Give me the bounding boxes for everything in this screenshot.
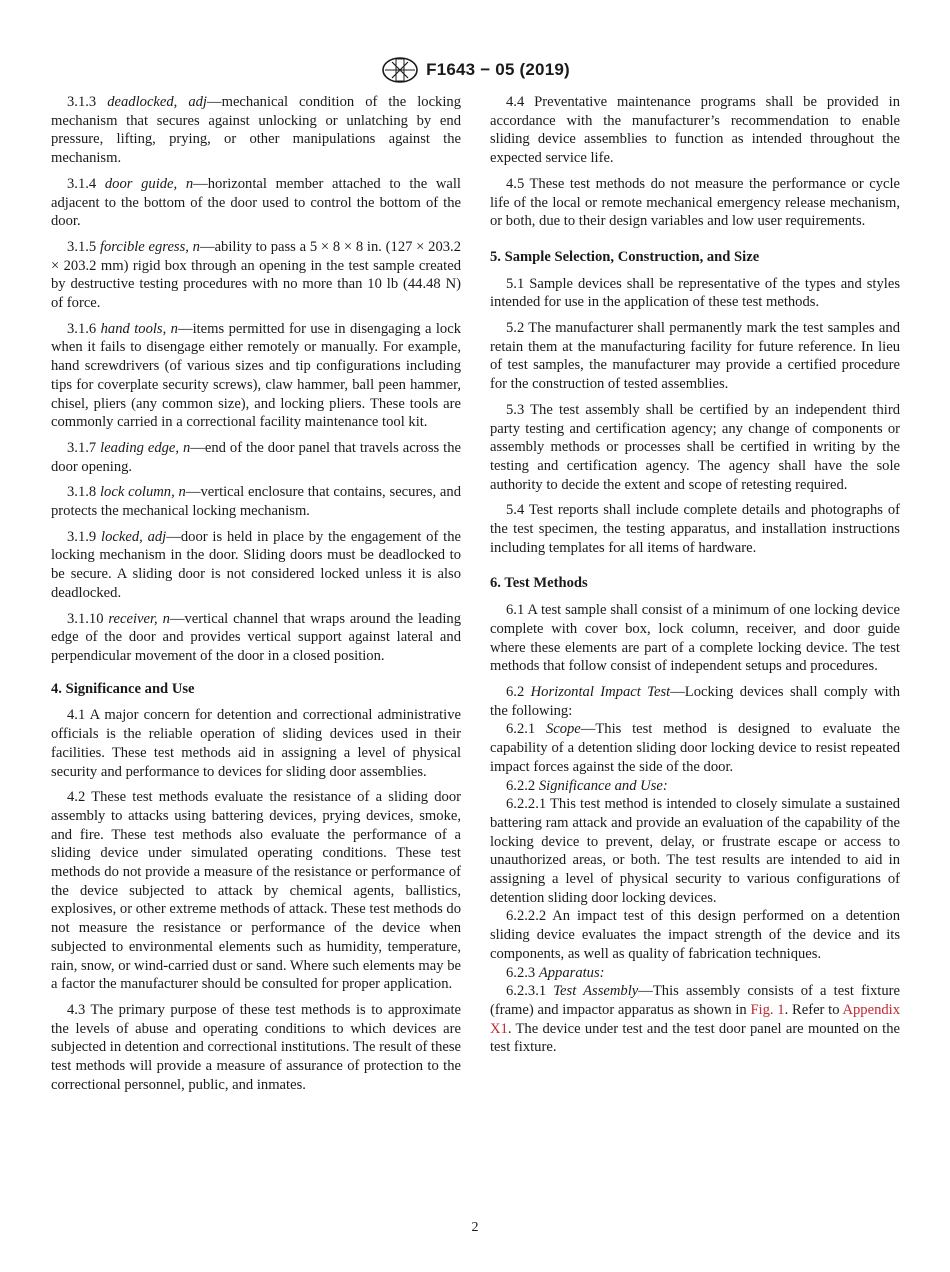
- section-heading-5: 5. Sample Selection, Construction, and Size: [490, 248, 760, 265]
- paragraph-6-2-number: 6.2: [506, 683, 525, 700]
- definition-text: —items permitted for use in disengaging a lock when it fails to disengage either remotely or manually. For example, hand screwdrivers (of various sizes and tip configurations including tips for coverplate security screws), claw hammer, ball peen hammer, chisel, pliers (any common size), and locking pliers. These tools are commonly carried in a correctional facility maintenance tool kit.: [51, 320, 461, 431]
- body-paragraph: 4.3 The primary purpose of these test methods is to approximate the levels of abuse and operating conditions to which devices are subjected in detention and correctional institutions. The result of these test methods will provide a measure of assurance of protection to the correctional personnel, public, and inmates.: [51, 1001, 461, 1093]
- section-heading: 4. Significance and Use: [51, 680, 195, 697]
- paragraph-5-2: 5.2 The manufacturer shall permanently mark the test samples and retain them at the manufacturing facility for future reference. In lieu of test samples, the manufacturer may provide a certified procedure for the construction of tested assemblies.: [490, 320, 900, 393]
- definition-number: 3.1.7: [67, 439, 97, 456]
- paragraph-6-2-1-text: —This test method is designed to evaluate the capability of a detention sliding door locking device to resist repeated impact forces against the side of the door.: [490, 721, 900, 775]
- definition-number: 3.1.3: [67, 94, 97, 110]
- definition-text: —mechanical condition of the locking mechanism that secures against unlocking or unlatching by end pressure, lifting, prying, or other manipulations against the mechanism.: [51, 94, 462, 167]
- section-heading-6: 6. Test Methods: [490, 575, 588, 592]
- definition-term: leading edge, n: [100, 439, 191, 456]
- definition-text: —end of the door panel that travels across the door opening.: [51, 439, 461, 475]
- definition-text: —vertical channel that wraps around the leading edge of the door and provides vertical support against lateral and perpendicular movement of the door in a closed position.: [51, 610, 461, 664]
- paragraph-6-2-3-1-text-b: . Refer to: [784, 1001, 843, 1018]
- definition-paragraph: [51, 175, 461, 231]
- paragraph-4-5: 4.5 These test methods do not measure the performance or cycle life of the local or remote mechanical emergency release mechanism, or both, due to their design variables and low user requirements.: [490, 175, 900, 230]
- body-paragraph: 4.1 A major concern for detention and correctional administrative officials is the reliable operation of sliding devices used in their facilities. These test methods aid in assigning a level of physical security and performance to devices for sliding door assemblies.: [51, 707, 461, 780]
- paragraph-6-2-text: —Locking devices shall comply with the following:: [490, 683, 900, 719]
- paragraph-6-2-3-1-text-c: . The device under test and the test door panel are mounted on the test fixture.: [490, 1020, 900, 1056]
- paragraph-6-2-3-1-number: 6.2.3.1: [506, 983, 547, 1000]
- definition-term: deadlocked, adj: [107, 94, 207, 110]
- left-column: [51, 93, 461, 1101]
- astm-logo-icon: [380, 56, 420, 84]
- paragraph-4-4: 4.4 Preventative maintenance programs shall be provided in accordance with the manufacturer’s recommendation to enable sliding device assemblies to function as intended throughout the expected service life.: [490, 94, 900, 167]
- definition-paragraph: [51, 610, 461, 666]
- definition-term: forcible egress, n: [99, 238, 200, 255]
- paragraph-5-4: 5.4 Test reports shall include complete details and photographs of the test specimen, the testing apparatus, and installation instructions including templates for all items of hardware.: [490, 502, 900, 556]
- paragraph-6-2-1: [490, 720, 900, 776]
- paragraph-6-2-3-1-term: Test Assembly: [553, 983, 639, 1000]
- definition-paragraph: [51, 238, 461, 313]
- body-paragraph: 4.2 These test methods evaluate the resistance of a sliding door assembly to attacks using battering devices, prying devices, smoke, and fire. These test methods also evaluate the performance of a sliding device under simulated operating conditions. These test methods do not provide a measure of the resistance or performance of the device subjected to attack by chemical agents, ballistics, explosives, or other extreme methods of attack. These test methods do not measure the resistance or performance of the device when subjected to environmental elements such as humidity, temperature, rain, snow, or wind-carried dust or sand. Where such elements may be a factor the manufacturer should be consulted for proper application.: [51, 789, 461, 993]
- paragraph-6-2: [490, 683, 900, 720]
- paragraph-6-2-3-term: Apparatus:: [538, 964, 605, 981]
- definition-text: —vertical enclosure that contains, secures, and protects the mechanical locking mechanism.: [51, 484, 461, 520]
- paragraph-6-2-term: Horizontal Impact Test: [530, 683, 671, 700]
- definition-number: 3.1.8: [67, 484, 97, 501]
- definition-term: receiver, n: [108, 610, 170, 627]
- paragraph-6-2-2-term: Significance and Use:: [538, 777, 668, 794]
- paragraph-6-2-2: [490, 777, 900, 796]
- page-number: 2: [471, 1220, 479, 1235]
- definition-term: lock column, n: [100, 484, 186, 501]
- definition-number: 3.1.5: [67, 238, 97, 255]
- paragraph-6-2-3-1: [490, 982, 900, 1057]
- definition-paragraph: [51, 483, 461, 520]
- paragraph-6-2-2-number: 6.2.2: [506, 777, 536, 794]
- paragraph-5-1: 5.1 Sample devices shall be representative of the types and styles intended for use in the application of these test methods.: [490, 275, 900, 311]
- definition-text: —ability to pass a 5 × 8 × 8 in. (127 × 203.2 × 203.2 mm) rigid box through an opening in the test sample created by destructive testing procedures with no more than 10 lb (44.48 N) of force.: [51, 238, 461, 312]
- paragraph-6-1: 6.1 A test sample shall consist of a minimum of one locking device complete with cover box, lock column, receiver, and door guide where these elements are part of a complete locking device. The test methods that follow consist of independent setups and procedures.: [490, 602, 900, 675]
- paragraph-6-2-1-term: Scope: [545, 721, 581, 738]
- definition-term: door guide, n: [104, 175, 194, 192]
- paragraph-6-2-2-1: 6.2.2.1 This test method is intended to closely simulate a sustained battering ram attack and provide an evaluation of the capability of the locking device to prevent, delay, or frustrate escape or access to unauthorized areas, or both. The test results are intended to aid in assigning a level of physical security to various configurations of detention sliding door locking devices.: [490, 796, 900, 906]
- figure-1-link[interactable]: Fig. 1: [750, 1001, 785, 1018]
- definition-paragraph: [51, 93, 461, 168]
- definition-number: 3.1.9: [67, 528, 97, 545]
- paragraph-5-3: 5.3 The test assembly shall be certified by an independent third party testing and certification agency; any change of components or assembly methods or processes shall be certified in writing by the testing and certification agency. The agency shall have the sole authority to decide the extent and scope of retesting required.: [490, 401, 900, 493]
- definition-term: hand tools, n: [100, 320, 178, 337]
- paragraph-6-2-3-number: 6.2.3: [506, 964, 536, 981]
- paragraph-6-2-3: [490, 964, 900, 983]
- paragraph-6-2-2-2: 6.2.2.2 An impact test of this design performed on a detention sliding device evaluates the impact strength of the device and its components, as well as quality of fabrication techniques.: [490, 908, 900, 962]
- definition-paragraph: [51, 439, 461, 476]
- definition-paragraph: [51, 528, 461, 603]
- paragraph-6-2-1-number: 6.2.1: [506, 721, 536, 738]
- appendix-x1-link[interactable]: Appendix X1: [490, 1001, 901, 1037]
- definition-paragraph: [51, 320, 461, 432]
- page-header: [0, 55, 950, 85]
- definition-number: 3.1.4: [67, 175, 97, 192]
- paragraph-6-2-3-1-text-a: —This assembly consists of a test fixture (frame) and impactor apparatus as shown in: [490, 983, 900, 1018]
- definition-term: locked, adj: [101, 528, 167, 545]
- document-title: F1643 − 05 (2019): [426, 60, 570, 79]
- definition-text: —horizontal member attached to the wall adjacent to the bottom of the door used to control the bottom of the door.: [51, 175, 461, 230]
- definition-number: 3.1.6: [67, 320, 97, 337]
- right-column: [490, 93, 900, 1057]
- definition-number: 3.1.10: [67, 610, 104, 627]
- definition-text: —door is held in place by the engagement of the locking mechanism in the door. Sliding doors must be deadlocked to be secure. A sliding door is not considered locked unless it is also deadlocked.: [51, 528, 461, 601]
